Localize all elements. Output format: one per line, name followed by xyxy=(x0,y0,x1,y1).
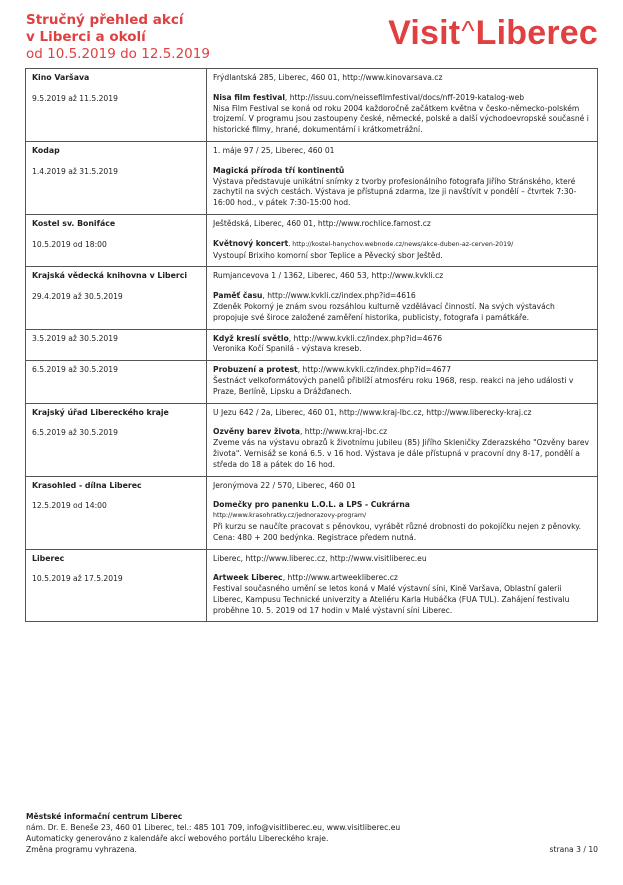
event-date: 10.5.2019 od 18:00 xyxy=(32,239,107,249)
event-description: Festival současného umění se letos koná v Malé výstavní síni, Kině Varšava, Oblastní galerii Liberec, Kampusu Technické univerzity a Ateliéru Karla Hubáčka (FUA TUL). Zahájení festivalu proběhne 10. 5. 2019 od 17 hodin v Malé výstavní síni Liberec. xyxy=(213,584,570,615)
event-date: 9.5.2019 až 11.5.2019 xyxy=(32,93,118,103)
venue-name: Krajský úřad Libereckého kraje xyxy=(32,407,169,417)
table-row xyxy=(26,267,598,329)
event-heading xyxy=(213,334,591,345)
event-date: 3.5.2019 až 30.5.2019 xyxy=(32,333,118,343)
venue-address: Liberec, http://www.liberec.cz, http://www.visitliberec.eu xyxy=(213,553,427,563)
events-table xyxy=(25,68,598,622)
event-heading xyxy=(213,365,591,376)
event-description: Zveme vás na výstavu obrazů k životnímu jubileu (85) Jiřího Skleničky Zderazského "Ozvěny barev života". Vernisáž se koná 6.5. v 16 hod. Výstava je dále přístupná v pracovní dny 8-17, pondělí a středa do 18 a pátek do 16 hod. xyxy=(213,438,590,469)
event-description: Výstava představuje unikátní snímky z tvorby profesionálního fotografa Jiřího Stránského, které zachytil na svých cestách. Výstava je přístupná zdarma, lze ji navštívit v pondělí – čtvrtek 7:30-16:00 hod., v pátek 7:30-15:00 hod. xyxy=(213,176,577,208)
venue-address: Jeronýmova 22 / 570, Liberec, 460 01 xyxy=(213,480,356,490)
event-title: Ozvěny barev života xyxy=(213,427,300,437)
venue-cell xyxy=(26,69,207,142)
title-line-2: v Liberci a okolí xyxy=(26,29,146,45)
date-range: od 10.5.2019 do 12.5.2019 xyxy=(26,46,210,62)
event-heading xyxy=(213,239,591,251)
venue-cell xyxy=(26,329,207,361)
venue-name: Krasohled - dílna Liberec xyxy=(32,480,142,490)
event-link[interactable]: , http://www.kraj-lbc.cz xyxy=(299,427,388,437)
venue-cell xyxy=(26,403,207,476)
event-cell xyxy=(207,214,598,266)
event-cell xyxy=(207,329,598,361)
event-link[interactable]: , http://www.kvkli.cz/index.php?id=4676 xyxy=(288,333,443,343)
event-cell xyxy=(207,361,598,403)
event-link[interactable]: http://www.krasohratky.cz/jednorazovy-program/ xyxy=(213,512,367,520)
event-title: Když kreslí světlo xyxy=(213,333,289,343)
event-link[interactable]: , http://www.kvkli.cz/index.php?id=4677 xyxy=(297,365,452,375)
event-link[interactable]: , http://issuu.com/neissefilmfestival/docs/nff-2019-katalog-web xyxy=(284,92,525,102)
event-date: 1.4.2019 až 31.5.2019 xyxy=(32,166,118,176)
venue-address: U Jezu 642 / 2a, Liberec, 460 01, http://www.kraj-lbc.cz, http://www.liberecky-kraj.cz xyxy=(213,407,532,417)
event-date: 10.5.2019 až 17.5.2019 xyxy=(32,574,123,584)
table-row xyxy=(26,214,598,266)
event-heading xyxy=(213,427,591,438)
footer-note-changes: Změna programu vyhrazena. xyxy=(26,845,137,854)
logo-text-liberec: Liberec xyxy=(475,14,598,52)
venue-cell xyxy=(26,476,207,549)
title-line-1: Stručný přehled akcí xyxy=(26,12,184,28)
table-row xyxy=(26,329,598,361)
event-title: Paměť času xyxy=(213,291,263,301)
event-description: Nisa Film Festival se koná od roku 2004 každoročně začátkem května v česko-německo-polském trojzemí. V programu jsou zastoupeny české, německé, polské a další východoevropské současné i historické filmy, hrané, dokumentární i krátkometrážní. xyxy=(213,103,589,135)
event-title: Květnový koncert xyxy=(213,238,289,248)
page-number: strana 3 / 10 xyxy=(549,845,598,854)
venue-cell xyxy=(26,141,207,214)
venue-name: Kostel sv. Bonifáce xyxy=(32,218,116,228)
event-description: Veronika Kočí Spanilá - výstava kreseb. xyxy=(213,344,362,354)
venue-name: Kodap xyxy=(32,145,60,155)
event-date: 6.5.2019 až 30.5.2019 xyxy=(32,428,118,438)
logo-text-visit: Visit xyxy=(388,14,461,52)
venue-name: Krajská vědecká knihovna v Liberci xyxy=(32,271,188,281)
event-heading xyxy=(213,291,591,302)
event-date: 12.5.2019 od 14:00 xyxy=(32,501,107,511)
venue-address: Rumjancevova 1 / 1362, Liberec, 460 53, http://www.kvkli.cz xyxy=(213,271,444,281)
event-description: Vystoupí Brixiho komorní sbor Teplice a Pěvecký sbor Ještěd. xyxy=(213,250,443,260)
event-heading xyxy=(213,93,591,104)
event-title: Artweek Liberec xyxy=(213,573,283,583)
table-row xyxy=(26,476,598,549)
event-cell xyxy=(207,69,598,142)
table-row xyxy=(26,69,598,142)
footer-org: Městské informační centrum Liberec xyxy=(26,812,183,821)
header xyxy=(26,12,606,68)
venue-cell xyxy=(26,361,207,403)
event-link[interactable]: , http://www.artweekliberec.cz xyxy=(282,573,398,583)
event-title: Magická příroda tří kontinentů xyxy=(213,165,345,175)
table-row xyxy=(26,403,598,476)
event-cell xyxy=(207,476,598,549)
venue-address: Ještědská, Liberec, 460 01, http://www.rochlice.farnost.cz xyxy=(213,218,431,228)
event-title: Domečky pro panenku L.O.L. a LPS - Cukrárna xyxy=(213,500,410,510)
venue-address: 1. máje 97 / 25, Liberec, 460 01 xyxy=(213,145,335,155)
event-date: 6.5.2019 až 30.5.2019 xyxy=(32,365,118,375)
footer-address: nám. Dr. E. Beneše 23, 460 01 Liberec, tel.: 485 101 709, info@visitliberec.eu, www.visitliberec.eu xyxy=(26,823,401,832)
event-cell xyxy=(207,267,598,329)
table-row xyxy=(26,549,598,622)
footer-note-generated: Automaticky generováno z kalendáře akcí webového portálu Libereckého kraje. xyxy=(26,834,329,843)
event-link[interactable]: , http://kostel-hanychov.webnode.cz/news/akce-duben-az-cerven-2019/ xyxy=(288,240,514,248)
venue-name: Kino Varšava xyxy=(32,73,90,82)
venue-cell xyxy=(26,549,207,622)
event-description: Zdeněk Pokorný je znám svou rozsáhlou kulturně vzdělávací činností. Na svých výstavách propojuje své široce založené zaměření historika, publicisty, fotografa i památkáře. xyxy=(213,301,555,322)
venue-address: Frýdlantská 285, Liberec, 460 01, http://www.kinovarsava.cz xyxy=(213,73,443,82)
event-description: Při kurzu se naučíte pracovat s pěnovkou, vyrábět různé drobnosti do pokojíčku nejen z pěnovky. Cena: 480 + 200 bedýnka. Registrace předem nutná. xyxy=(213,521,582,542)
event-date: 29.4.2019 až 30.5.2019 xyxy=(32,292,123,302)
table-row xyxy=(26,361,598,403)
event-cell xyxy=(207,549,598,622)
venue-cell xyxy=(26,267,207,329)
event-link[interactable]: , http://www.kvkli.cz/index.php?id=4616 xyxy=(262,291,416,301)
event-title: Probuzení a protest xyxy=(213,365,298,375)
event-cell xyxy=(207,403,598,476)
logo-caret: ^ xyxy=(461,15,475,46)
visit-liberec-logo xyxy=(388,14,598,53)
event-heading xyxy=(213,573,591,584)
venue-name: Liberec xyxy=(32,553,65,563)
event-heading xyxy=(213,500,591,522)
footer xyxy=(26,811,598,855)
event-title: Nisa film festival xyxy=(213,92,285,102)
event-cell xyxy=(207,141,598,214)
event-description: Šestnáct velkoformátových panelů přiblíží atmosféru roku 1968, resp. reakci na jeho události v Praze, Berlíně, Lipsku a Drážďanech. xyxy=(213,375,574,396)
table-row xyxy=(26,141,598,214)
event-heading xyxy=(213,166,591,177)
venue-cell xyxy=(26,214,207,266)
